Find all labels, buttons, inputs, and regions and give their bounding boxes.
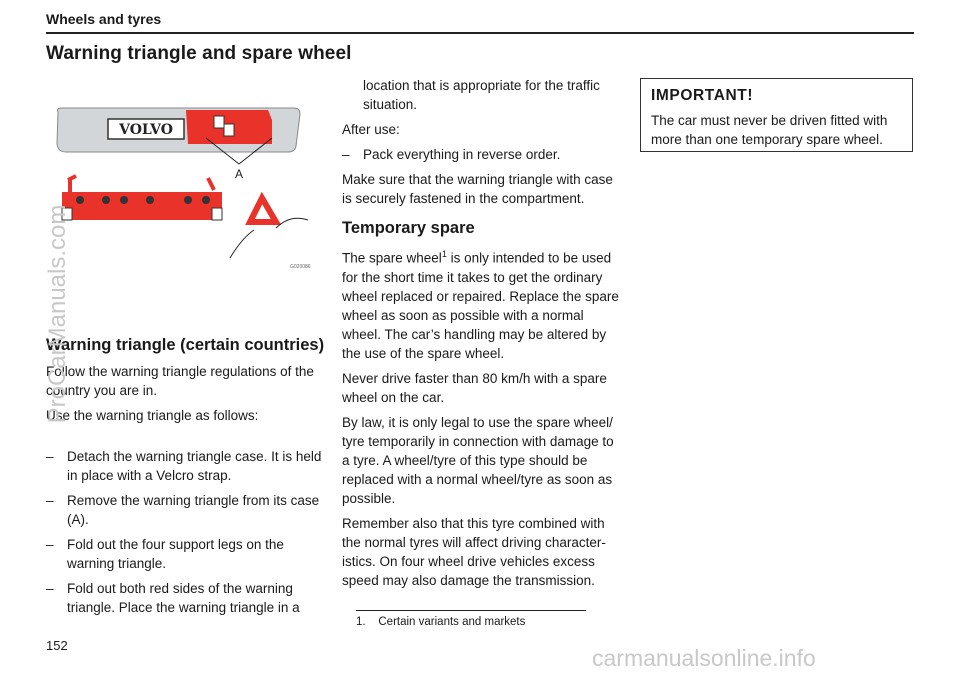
heading-warning-triangle: Warning triangle (certain countries) (46, 336, 325, 354)
figure-code: G020086 (290, 264, 311, 270)
column-middle (342, 76, 620, 590)
heading-temporary-spare: Temporary spare (342, 219, 475, 237)
paragraph: After use: (342, 122, 400, 137)
list-item-continued: location that is appropriate for the traffic situation. (363, 78, 600, 112)
list-item: – Pack everything in reverse order. (342, 147, 561, 162)
callout-label-a: A (234, 167, 244, 181)
footnote-rule (356, 610, 586, 611)
list-item: – Detach the warning triangle case. It is held in place with a Velcro strap. (46, 449, 322, 483)
section-header: Wheels and tyres (46, 11, 162, 27)
column-left (46, 335, 326, 617)
list-item: – Fold out the four support legs on the warning triangle. (46, 537, 284, 571)
paragraph: Follow the warning triangle regulations of the country you are in. (46, 364, 314, 398)
paragraph: The spare wheel$^1$ is only intended to be used for the short time it takes to get the ordinary wheel replaced or repaired. Replace the spare wheel as soon as possible with a normal wheel. The car’s handling may be altered by the use of the spare wheel. (342, 249, 619, 361)
page-number: 152 (46, 638, 68, 653)
paragraph: By law, it is only legal to use the spare wheel/ tyre temporarily in connection with damage to a tyre. A wheel/tyre of this type should be replaced with a normal wheel/tyre as soon as possible. (342, 414, 614, 506)
volvo-badge-text: VOLVO (119, 122, 173, 138)
red-handle-right (208, 178, 214, 190)
watermark-bottom: carmanualsonline.info (592, 645, 816, 671)
triangle-case-bottom (62, 192, 222, 220)
warning-triangle-icon (250, 198, 276, 222)
footnote: 1. Certain variants and markets (356, 616, 526, 628)
warning-triangle-illustration (46, 98, 316, 283)
footnote-ref: 1 (441, 249, 447, 259)
paragraph: Use the warning triangle as follows: (46, 408, 259, 423)
important-text: The car must never be driven fitted with more than one temporary spare wheel. (651, 113, 888, 147)
important-title: IMPORTANT! (651, 87, 754, 104)
page-title: Warning triangle and spare wheel (46, 43, 352, 64)
important-box (640, 78, 913, 152)
paragraph: Make sure that the warning triangle with case is securely fastened in the compartment. (342, 172, 613, 206)
list-item: – Remove the warning triangle from its case (A). (46, 493, 320, 527)
list-item: – Fold out both red sides of the warning triangle. Place the warning triangle in a (46, 581, 300, 615)
paragraph: Never drive faster than 80 km/h with a spare wheel on the car. (342, 370, 607, 405)
watermark-side: ProCarManuals.com (44, 204, 71, 424)
paragraph: Remember also that this tyre combined with the normal tyres will affect driving character- istics. On four wheel drive vehicles excess speed may also damage the transmission. (342, 515, 606, 588)
header-rule (46, 32, 914, 34)
